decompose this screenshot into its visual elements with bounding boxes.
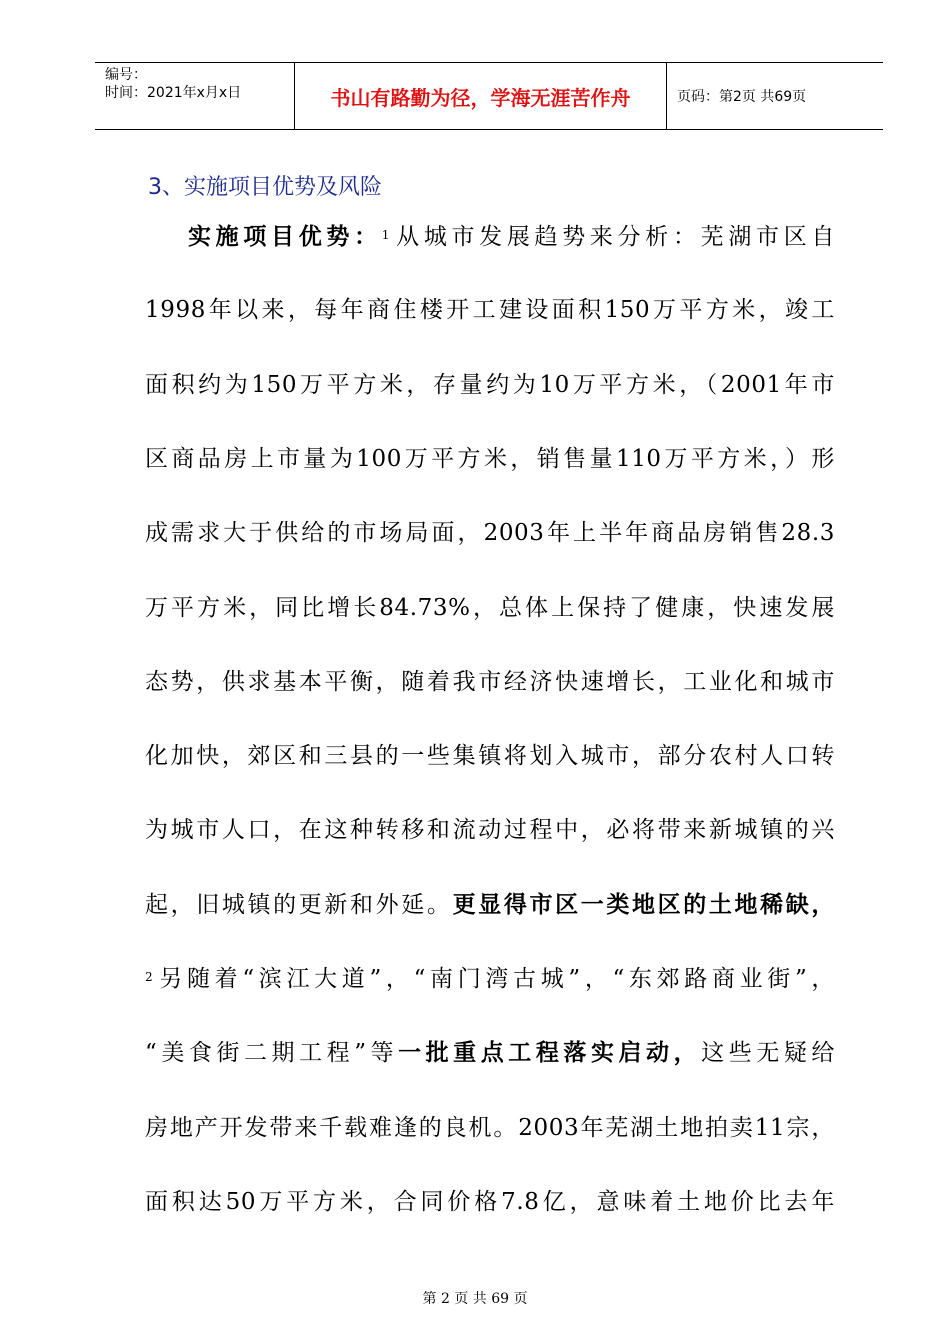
body-text: 另随着“滨江大道”，“南门湾古城”，“东郊路商业街”， bbox=[155, 966, 835, 992]
body-line-13: 房地产开发带来千载难逢的良机。2003年芜湖土地拍卖11宗， bbox=[145, 1115, 835, 1141]
page-footer: 第 2 页 共 69 页 bbox=[422, 1291, 528, 1307]
body-line-4: 区商品房上市量为100万平方米，销售量110万平方米，）形 bbox=[145, 446, 835, 472]
body-line-1 bbox=[188, 222, 835, 252]
body-line-11 bbox=[145, 964, 835, 994]
section-title: 3、实施项目优势及风险 bbox=[148, 175, 382, 200]
header-page-info: 页码：第2页 共69页 bbox=[677, 89, 807, 105]
body-line-5: 成需求大于供给的市场局面，2003年上半年商品房销售28.3 bbox=[145, 520, 835, 546]
body-line-8: 化加快，郊区和三县的一些集镇将划入城市，部分农村人口转 bbox=[145, 743, 835, 769]
body-line-9: 为城市人口，在这种转移和流动过程中，必将带来新城镇的兴 bbox=[145, 817, 835, 843]
body-line-12 bbox=[145, 1038, 835, 1068]
emphasis-text: 更显得市区一类地区的土地稀缺， bbox=[452, 891, 836, 918]
body-line-3: 面积约为150万平方米，存量约为10万平方米，（2001年市 bbox=[145, 372, 835, 398]
body-line-6: 万平方米，同比增长84.73%，总体上保持了健康，快速发展 bbox=[145, 595, 835, 621]
header-motto: 书山有路勤为径，学海无涯苦作舟 bbox=[295, 63, 667, 129]
body-text: 起，旧城镇的更新和外延。 bbox=[145, 892, 453, 918]
body-text: 这些无疑给 bbox=[701, 1040, 835, 1066]
body-line-2: 1998年以来，每年商住楼开工建设面积150万平方米，竣工 bbox=[145, 297, 835, 323]
header-time: 时间：2021年x月x日 bbox=[105, 85, 242, 101]
header-table bbox=[95, 62, 883, 130]
header-number: 编号： bbox=[105, 67, 147, 83]
header-meta bbox=[95, 63, 295, 129]
advantage-heading: 实施项目优势： bbox=[188, 223, 382, 250]
body-line-10 bbox=[145, 890, 835, 920]
body-line-7: 态势，供求基本平衡，随着我市经济快速增长，工业化和城市 bbox=[145, 669, 835, 695]
body-text: “美食街二期工程”等 bbox=[145, 1040, 399, 1066]
footnote-marker-2: 2 bbox=[145, 970, 154, 984]
body-line-14: 面积达50万平方米，合同价格7.8亿，意味着土地价比去年 bbox=[145, 1189, 835, 1215]
body-text: 从城市发展趋势来分析：芜湖市区自 bbox=[392, 224, 835, 250]
emphasis-text: 一批重点工程落实启动， bbox=[398, 1039, 702, 1066]
footnote-marker-1: 1 bbox=[381, 228, 391, 242]
